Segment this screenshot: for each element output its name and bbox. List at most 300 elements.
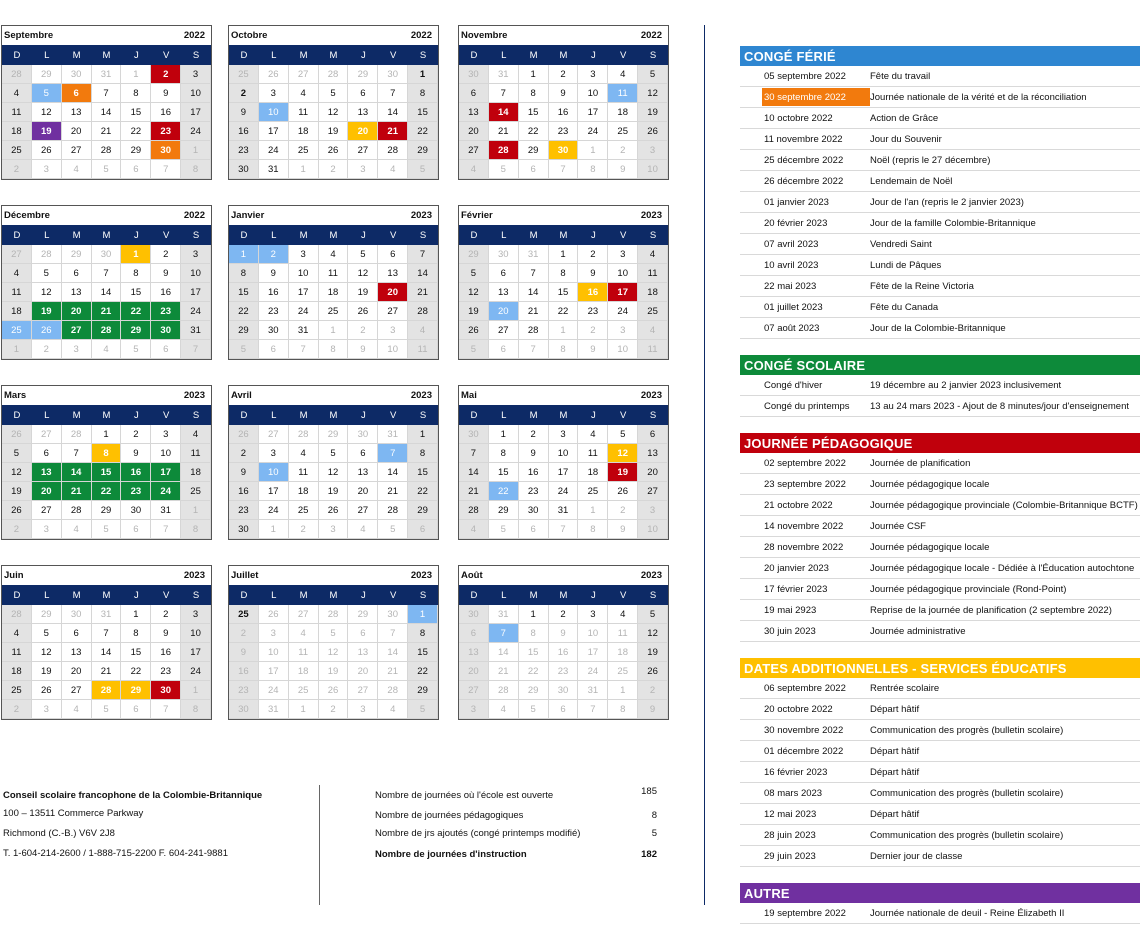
day-cell: 10 bbox=[549, 444, 579, 463]
day-cell: 28 bbox=[92, 141, 122, 160]
day-cell: 2 bbox=[549, 605, 579, 624]
legend-date: 30 septembre 2022 bbox=[762, 88, 870, 106]
day-cell: 30 bbox=[519, 501, 549, 520]
day-cell: 30 bbox=[151, 681, 181, 700]
legend-description: Journée pédagogique locale bbox=[870, 478, 990, 490]
month-year: 2023 bbox=[183, 570, 205, 581]
day-cell: 20 bbox=[62, 662, 92, 681]
weekday-label: D bbox=[240, 589, 248, 601]
weekday-label: S bbox=[649, 409, 657, 421]
day-cell: 5 bbox=[348, 245, 378, 264]
day-grid bbox=[229, 425, 438, 539]
weekday-label: V bbox=[390, 589, 397, 601]
legend-row bbox=[740, 621, 1140, 642]
day-cell: 30 bbox=[378, 605, 408, 624]
day-cell: 11 bbox=[2, 643, 32, 662]
legend-date: 20 février 2023 bbox=[764, 217, 828, 229]
day-cell: 1 bbox=[578, 501, 608, 520]
day-cell: 1 bbox=[289, 700, 319, 719]
day-cell: 7 bbox=[151, 700, 181, 719]
day-cell: 31 bbox=[181, 321, 211, 340]
day-cell: 1 bbox=[578, 141, 608, 160]
month-year: 2023 bbox=[640, 210, 662, 221]
day-cell: 5 bbox=[638, 605, 668, 624]
weekday-label: M bbox=[102, 589, 111, 601]
day-cell: 19 bbox=[638, 103, 668, 122]
legend-description: Dernier jour de classe bbox=[870, 850, 963, 862]
day-cell: 24 bbox=[578, 662, 608, 681]
day-cell: 26 bbox=[32, 321, 62, 340]
day-cell: 18 bbox=[2, 662, 32, 681]
day-cell: 7 bbox=[151, 520, 181, 539]
day-cell: 23 bbox=[121, 482, 151, 501]
day-cell: 21 bbox=[92, 122, 122, 141]
day-cell: 29 bbox=[32, 605, 62, 624]
weekday-header-row bbox=[229, 585, 438, 605]
day-cell: 9 bbox=[348, 340, 378, 359]
day-cell: 9 bbox=[151, 84, 181, 103]
day-cell: 6 bbox=[519, 160, 549, 179]
legend-section-title: CONGÉ SCOLAIRE bbox=[740, 355, 1140, 375]
day-cell: 2 bbox=[121, 425, 151, 444]
weekday-label: M bbox=[299, 589, 308, 601]
month-name: Juillet bbox=[231, 570, 259, 581]
phone-line: T. 1-604-214-2600 / 1-888-715-2200 F. 604-241-9881 bbox=[3, 848, 228, 859]
day-cell: 27 bbox=[62, 681, 92, 700]
legend-date: 07 avril 2023 bbox=[764, 238, 819, 250]
day-cell: 6 bbox=[549, 700, 579, 719]
day-cell: 7 bbox=[519, 264, 549, 283]
day-cell: 21 bbox=[489, 122, 519, 141]
legend-description: Journée pédagogique provinciale (Rond-Point) bbox=[870, 583, 1067, 595]
calendar-area bbox=[0, 25, 700, 745]
legend-row bbox=[740, 297, 1140, 318]
month-septembre bbox=[1, 25, 212, 180]
legend-row bbox=[740, 375, 1140, 396]
day-grid bbox=[2, 65, 211, 179]
weekday-label: V bbox=[390, 409, 397, 421]
day-cell: 16 bbox=[229, 482, 259, 501]
legend-date: 10 avril 2023 bbox=[764, 259, 819, 271]
weekday-label: V bbox=[390, 49, 397, 61]
day-cell: 9 bbox=[549, 624, 579, 643]
day-cell: 4 bbox=[378, 160, 408, 179]
legend-row bbox=[740, 213, 1140, 234]
day-cell: 20 bbox=[348, 482, 378, 501]
day-cell: 5 bbox=[489, 520, 519, 539]
day-cell: 13 bbox=[638, 444, 668, 463]
day-cell: 7 bbox=[62, 444, 92, 463]
legend-description: Rentrée scolaire bbox=[870, 682, 940, 694]
day-cell: 3 bbox=[578, 605, 608, 624]
day-cell: 9 bbox=[549, 84, 579, 103]
day-cell: 12 bbox=[348, 264, 378, 283]
day-cell: 15 bbox=[121, 283, 151, 302]
day-cell: 2 bbox=[319, 160, 349, 179]
day-cell: 4 bbox=[608, 605, 638, 624]
weekday-label: J bbox=[133, 589, 139, 601]
legend-row bbox=[740, 192, 1140, 213]
weekday-label: V bbox=[390, 229, 397, 241]
weekday-label: V bbox=[620, 229, 627, 241]
legend-section-title: DATES ADDITIONNELLES - SERVICES ÉDUCATIFS bbox=[740, 658, 1140, 678]
day-cell: 8 bbox=[121, 624, 151, 643]
day-cell: 20 bbox=[62, 302, 92, 321]
legend-description: Départ hâtif bbox=[870, 703, 920, 715]
legend-description: Journée administrative bbox=[870, 625, 966, 637]
day-cell: 21 bbox=[489, 662, 519, 681]
day-cell: 9 bbox=[578, 264, 608, 283]
legend-date: 30 juin 2023 bbox=[764, 625, 816, 637]
month-year: 2022 bbox=[410, 30, 432, 41]
day-cell: 23 bbox=[229, 681, 259, 700]
legend-date: 19 septembre 2022 bbox=[764, 907, 846, 919]
month-year: 2023 bbox=[183, 390, 205, 401]
day-cell: 7 bbox=[578, 700, 608, 719]
day-cell: 30 bbox=[549, 681, 579, 700]
day-cell: 4 bbox=[459, 160, 489, 179]
day-cell: 29 bbox=[121, 321, 151, 340]
day-cell: 21 bbox=[378, 662, 408, 681]
legend-row bbox=[740, 558, 1140, 579]
legend-description: Journée CSF bbox=[870, 520, 926, 532]
day-cell: 2 bbox=[229, 624, 259, 643]
day-cell: 31 bbox=[378, 425, 408, 444]
day-cell: 10 bbox=[181, 84, 211, 103]
day-cell: 9 bbox=[151, 624, 181, 643]
day-cell: 23 bbox=[151, 662, 181, 681]
day-cell: 23 bbox=[549, 122, 579, 141]
month-août bbox=[458, 565, 669, 720]
day-cell: 13 bbox=[62, 103, 92, 122]
day-cell: 1 bbox=[121, 245, 151, 264]
day-grid bbox=[229, 65, 438, 179]
day-cell: 23 bbox=[229, 501, 259, 520]
day-cell: 30 bbox=[459, 425, 489, 444]
weekday-label: S bbox=[419, 409, 427, 421]
legend-section-title: CONGÉ FÉRIÉ bbox=[740, 46, 1140, 66]
day-cell: 13 bbox=[489, 283, 519, 302]
day-cell: 5 bbox=[319, 624, 349, 643]
day-cell: 26 bbox=[2, 501, 32, 520]
legend-date: 30 novembre 2022 bbox=[764, 724, 844, 736]
legend-description: Départ hâtif bbox=[870, 808, 920, 820]
weekday-label: L bbox=[44, 589, 50, 601]
month-header bbox=[229, 206, 438, 225]
legend-row bbox=[740, 255, 1140, 276]
day-cell: 16 bbox=[549, 103, 579, 122]
day-cell: 3 bbox=[259, 444, 289, 463]
day-cell: 23 bbox=[259, 302, 289, 321]
day-cell: 20 bbox=[459, 662, 489, 681]
day-cell: 4 bbox=[408, 321, 438, 340]
weekday-label: J bbox=[360, 229, 366, 241]
day-cell: 13 bbox=[348, 643, 378, 662]
day-cell: 4 bbox=[578, 425, 608, 444]
stat-row bbox=[375, 810, 657, 821]
legend-row bbox=[740, 396, 1140, 417]
weekday-label: L bbox=[501, 589, 507, 601]
day-cell: 6 bbox=[489, 340, 519, 359]
day-cell: 10 bbox=[378, 340, 408, 359]
legend-description: Départ hâtif bbox=[870, 745, 920, 757]
day-cell: 31 bbox=[92, 605, 122, 624]
day-cell: 29 bbox=[121, 141, 151, 160]
day-cell: 1 bbox=[92, 425, 122, 444]
legend-row bbox=[740, 129, 1140, 150]
day-cell: 22 bbox=[408, 122, 438, 141]
legend-date: 23 septembre 2022 bbox=[764, 478, 846, 490]
day-cell: 22 bbox=[121, 122, 151, 141]
weekday-label: S bbox=[649, 49, 657, 61]
day-cell: 6 bbox=[62, 264, 92, 283]
day-cell: 18 bbox=[638, 283, 668, 302]
day-cell: 24 bbox=[151, 482, 181, 501]
day-cell: 6 bbox=[459, 624, 489, 643]
month-name: Septembre bbox=[4, 30, 54, 41]
day-cell: 3 bbox=[62, 340, 92, 359]
month-year: 2022 bbox=[183, 30, 205, 41]
footer bbox=[0, 785, 700, 905]
month-header bbox=[229, 26, 438, 45]
day-cell: 17 bbox=[549, 463, 579, 482]
day-cell: 23 bbox=[151, 122, 181, 141]
day-cell: 19 bbox=[32, 302, 62, 321]
month-mars bbox=[1, 385, 212, 540]
day-cell: 27 bbox=[259, 425, 289, 444]
legend-description: Noël (repris le 27 décembre) bbox=[870, 154, 991, 166]
day-cell: 6 bbox=[408, 520, 438, 539]
day-cell: 15 bbox=[408, 643, 438, 662]
weekday-label: S bbox=[649, 229, 657, 241]
day-cell: 8 bbox=[181, 520, 211, 539]
stat-value: 182 bbox=[641, 849, 657, 860]
day-cell: 3 bbox=[181, 245, 211, 264]
day-cell: 23 bbox=[229, 141, 259, 160]
day-cell: 1 bbox=[181, 681, 211, 700]
stat-value: 5 bbox=[651, 828, 657, 839]
day-cell: 14 bbox=[378, 643, 408, 662]
day-cell: 11 bbox=[289, 103, 319, 122]
day-cell: 5 bbox=[2, 444, 32, 463]
day-cell: 26 bbox=[259, 65, 289, 84]
day-cell: 8 bbox=[578, 520, 608, 539]
day-cell: 6 bbox=[489, 264, 519, 283]
day-cell: 26 bbox=[608, 482, 638, 501]
day-cell: 28 bbox=[378, 681, 408, 700]
day-cell: 31 bbox=[92, 65, 122, 84]
day-cell: 6 bbox=[259, 340, 289, 359]
day-cell: 11 bbox=[181, 444, 211, 463]
month-mai bbox=[458, 385, 669, 540]
day-cell: 31 bbox=[489, 605, 519, 624]
day-cell: 24 bbox=[181, 122, 211, 141]
day-cell: 1 bbox=[608, 681, 638, 700]
day-cell: 14 bbox=[92, 103, 122, 122]
address-line-1: 100 – 13511 Commerce Parkway bbox=[3, 808, 144, 819]
legend-row bbox=[740, 600, 1140, 621]
day-cell: 31 bbox=[259, 700, 289, 719]
day-cell: 4 bbox=[181, 425, 211, 444]
weekday-label: S bbox=[192, 589, 200, 601]
day-cell: 19 bbox=[638, 643, 668, 662]
day-cell: 3 bbox=[259, 624, 289, 643]
month-year: 2023 bbox=[410, 570, 432, 581]
stat-label: Nombre de jrs ajoutés (congé printemps modifié) bbox=[375, 828, 581, 839]
weekday-header-row bbox=[2, 45, 211, 65]
day-cell: 25 bbox=[229, 65, 259, 84]
legend-date: 07 août 2023 bbox=[764, 322, 820, 334]
day-cell: 25 bbox=[2, 321, 32, 340]
day-cell: 4 bbox=[2, 264, 32, 283]
day-cell: 28 bbox=[459, 501, 489, 520]
legend-date: 08 mars 2023 bbox=[764, 787, 823, 799]
weekday-label: V bbox=[163, 589, 170, 601]
weekday-label: D bbox=[13, 589, 21, 601]
day-grid bbox=[229, 605, 438, 719]
legend-row bbox=[740, 495, 1140, 516]
vertical-divider bbox=[704, 25, 705, 905]
legend-description: Jour de la famille Colombie-Britannique bbox=[870, 217, 1036, 229]
day-cell: 12 bbox=[638, 84, 668, 103]
legend-date: 01 décembre 2022 bbox=[764, 745, 844, 757]
day-cell: 16 bbox=[229, 662, 259, 681]
day-cell: 10 bbox=[259, 643, 289, 662]
day-cell: 13 bbox=[459, 643, 489, 662]
day-cell: 18 bbox=[181, 463, 211, 482]
legend-description: Journée pédagogique provinciale (Colombie-Britannique BCTF) bbox=[870, 499, 1138, 511]
day-cell: 10 bbox=[578, 624, 608, 643]
day-cell: 9 bbox=[229, 103, 259, 122]
day-cell: 7 bbox=[92, 84, 122, 103]
weekday-label: L bbox=[44, 49, 50, 61]
day-cell: 19 bbox=[32, 122, 62, 141]
day-cell: 6 bbox=[62, 624, 92, 643]
day-cell: 22 bbox=[121, 302, 151, 321]
day-cell: 5 bbox=[32, 264, 62, 283]
day-cell: 21 bbox=[408, 283, 438, 302]
weekday-label: M bbox=[329, 229, 338, 241]
day-cell: 1 bbox=[519, 65, 549, 84]
day-cell: 29 bbox=[519, 681, 549, 700]
day-cell: 13 bbox=[62, 643, 92, 662]
day-cell: 9 bbox=[608, 520, 638, 539]
day-cell: 31 bbox=[519, 245, 549, 264]
day-cell: 2 bbox=[2, 520, 32, 539]
month-name: Janvier bbox=[231, 210, 265, 221]
day-cell: 19 bbox=[319, 482, 349, 501]
day-cell: 2 bbox=[608, 501, 638, 520]
day-cell: 3 bbox=[638, 501, 668, 520]
day-cell: 3 bbox=[348, 160, 378, 179]
day-cell: 2 bbox=[151, 605, 181, 624]
day-cell: 1 bbox=[121, 605, 151, 624]
day-cell: 12 bbox=[608, 444, 638, 463]
day-cell: 3 bbox=[378, 321, 408, 340]
day-cell: 6 bbox=[638, 425, 668, 444]
day-cell: 24 bbox=[549, 482, 579, 501]
month-header bbox=[459, 386, 668, 405]
legend-description: Reprise de la journée de planification (2 septembre 2022) bbox=[870, 604, 1112, 616]
day-cell: 3 bbox=[181, 65, 211, 84]
weekday-label: J bbox=[360, 409, 366, 421]
day-cell: 8 bbox=[608, 700, 638, 719]
weekday-header-row bbox=[2, 225, 211, 245]
day-cell: 2 bbox=[289, 520, 319, 539]
day-cell: 2 bbox=[32, 340, 62, 359]
day-cell: 1 bbox=[289, 160, 319, 179]
day-cell: 28 bbox=[92, 681, 122, 700]
day-cell: 29 bbox=[121, 681, 151, 700]
month-avril bbox=[228, 385, 439, 540]
day-cell: 22 bbox=[519, 122, 549, 141]
legend-description: Départ hâtif bbox=[870, 766, 920, 778]
day-cell: 19 bbox=[459, 302, 489, 321]
day-cell: 5 bbox=[378, 520, 408, 539]
weekday-label: M bbox=[559, 409, 568, 421]
legend-date: 29 juin 2023 bbox=[764, 850, 816, 862]
day-cell: 30 bbox=[121, 501, 151, 520]
day-cell: 31 bbox=[289, 321, 319, 340]
legend-description: Lendemain de Noël bbox=[870, 175, 953, 187]
day-cell: 11 bbox=[578, 444, 608, 463]
day-cell: 23 bbox=[519, 482, 549, 501]
day-cell: 5 bbox=[408, 700, 438, 719]
day-cell: 6 bbox=[519, 520, 549, 539]
day-cell: 24 bbox=[259, 501, 289, 520]
legend-date: 12 mai 2023 bbox=[764, 808, 817, 820]
day-cell: 20 bbox=[62, 122, 92, 141]
day-cell: 11 bbox=[408, 340, 438, 359]
day-cell: 30 bbox=[62, 605, 92, 624]
legend-description: Vendredi Saint bbox=[870, 238, 932, 250]
day-cell: 25 bbox=[289, 681, 319, 700]
day-cell: 27 bbox=[32, 425, 62, 444]
day-cell: 4 bbox=[62, 520, 92, 539]
day-cell: 8 bbox=[408, 624, 438, 643]
day-cell: 22 bbox=[408, 662, 438, 681]
legend-section-title: AUTRE bbox=[740, 883, 1140, 903]
weekday-header-row bbox=[2, 405, 211, 425]
day-grid bbox=[459, 65, 668, 179]
day-cell: 8 bbox=[549, 340, 579, 359]
legend-description: 19 décembre au 2 janvier 2023 inclusivement bbox=[870, 379, 1062, 391]
month-header bbox=[229, 566, 438, 585]
day-cell: 10 bbox=[638, 160, 668, 179]
day-cell: 11 bbox=[2, 283, 32, 302]
day-cell: 5 bbox=[408, 160, 438, 179]
legend-section bbox=[740, 433, 1140, 642]
day-cell: 2 bbox=[2, 700, 32, 719]
day-cell: 7 bbox=[549, 160, 579, 179]
day-cell: 29 bbox=[348, 605, 378, 624]
month-year: 2022 bbox=[183, 210, 205, 221]
legend-panel bbox=[740, 46, 1140, 940]
day-grid bbox=[2, 605, 211, 719]
month-header bbox=[459, 566, 668, 585]
day-cell: 18 bbox=[608, 103, 638, 122]
day-cell: 30 bbox=[459, 605, 489, 624]
day-cell: 4 bbox=[638, 245, 668, 264]
day-cell: 28 bbox=[489, 141, 519, 160]
weekday-label: J bbox=[133, 229, 139, 241]
day-cell: 26 bbox=[638, 662, 668, 681]
day-cell: 3 bbox=[608, 321, 638, 340]
weekday-label: M bbox=[559, 589, 568, 601]
day-cell: 8 bbox=[408, 84, 438, 103]
day-cell: 29 bbox=[408, 501, 438, 520]
legend-row bbox=[740, 825, 1140, 846]
